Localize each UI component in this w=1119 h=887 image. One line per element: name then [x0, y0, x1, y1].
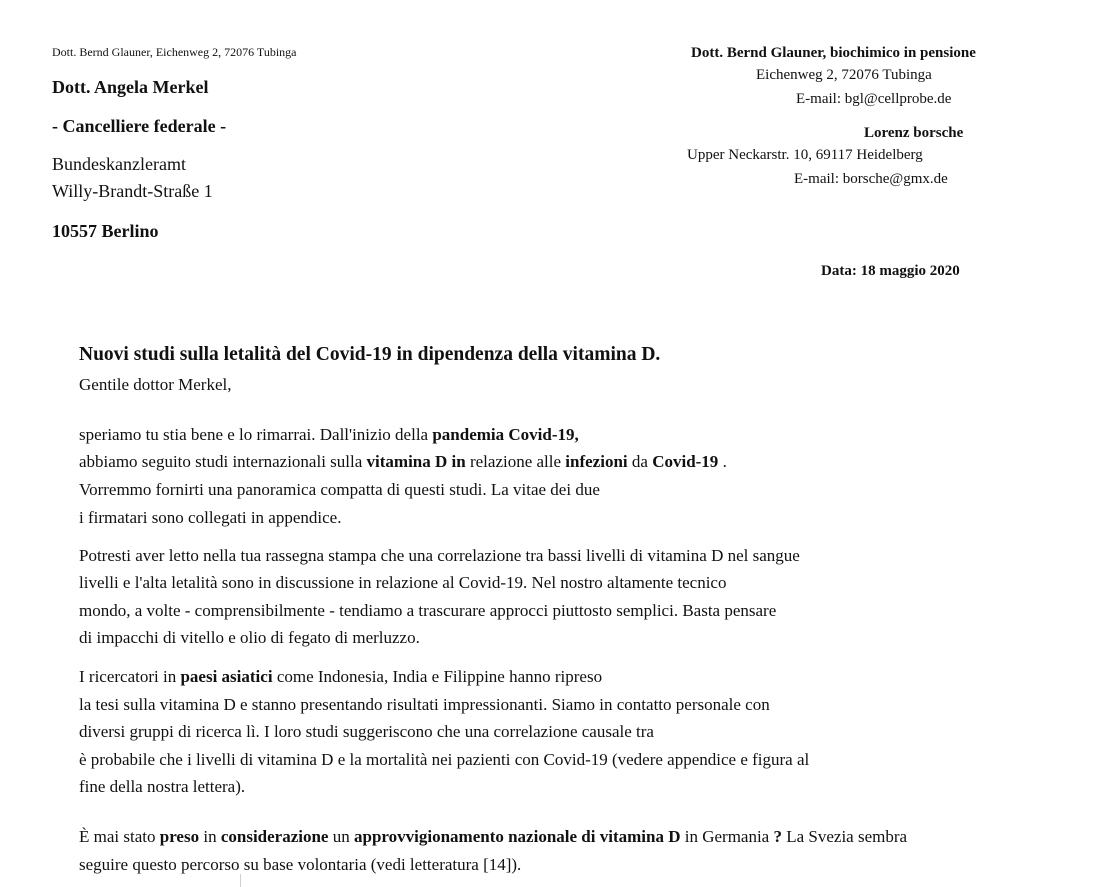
- p4-text: in Germania: [680, 827, 774, 846]
- letter-subject: Nuovi studi sulla letalità del Covid-19 in dipendenza della vitamina D.: [79, 344, 661, 365]
- sender-return-line: Dott. Bernd Glauner, Eichenweg 2, 72076 Tubinga: [52, 45, 297, 59]
- p3-line-2: la tesi sulla vitamina D e stanno presentando risultati impressionanti. Siamo in contatto personale con: [79, 695, 770, 714]
- letter-date: Data: 18 maggio 2020: [821, 263, 960, 279]
- recipient-street: Willy-Brandt-Straße 1: [52, 181, 213, 201]
- author-2-email: E-mail: borsche@gmx.de: [794, 171, 948, 187]
- p4-bold: ?: [773, 827, 782, 846]
- p3-line-3: diversi gruppi di ricerca lì. I loro studi suggeriscono che una correlazione causale tra: [79, 722, 654, 741]
- author-1-name: Dott. Bernd Glauner, biochimico in pensione: [691, 45, 976, 61]
- p2-line-4: di impacchi di vitello e olio di fegato di merluzzo.: [79, 628, 420, 647]
- p4-bold: preso: [159, 827, 200, 846]
- p1-text: .: [718, 452, 727, 471]
- p1-text: speriamo tu stia bene e lo rimarrai. Dall'inizio della: [79, 425, 433, 444]
- page-divider: [240, 874, 241, 887]
- p1-line-1: [79, 425, 579, 445]
- p4-text: in: [199, 827, 221, 846]
- p4-text: La Svezia sembra: [781, 827, 908, 846]
- p4-bold: approvvigionamento nazionale di vitamina D: [353, 827, 681, 846]
- p1-text: relazione alle: [465, 452, 566, 471]
- p1-bold: Covid-19: [652, 452, 719, 471]
- p3-line-1: [79, 667, 602, 687]
- p1-bold: vitamina D in: [366, 452, 466, 471]
- p2-line-2: livelli e l'alta letalità sono in discussione in relazione al Covid-19. Nel nostro altamente tecnico: [79, 573, 727, 592]
- author-1-address: Eichenweg 2, 72076 Tubinga: [756, 67, 932, 83]
- author-2-address: Upper Neckarstr. 10, 69117 Heidelberg: [687, 147, 923, 163]
- p3-line-5: fine della nostra lettera).: [79, 777, 246, 796]
- p3-text: I ricercatori in: [79, 667, 181, 686]
- author-1-email: E-mail: bgl@cellprobe.de: [796, 91, 952, 107]
- p4-text: È mai stato: [79, 827, 160, 846]
- recipient-office: Bundeskanzleramt: [52, 154, 186, 174]
- salutation: Gentile dottor Merkel,: [79, 375, 232, 394]
- crop-edge: [0, 874, 1119, 887]
- p1-line-3: Vorremmo fornirti una panoramica compatta di questi studi. La vitae dei due: [79, 480, 600, 499]
- p1-line-2: [79, 452, 727, 472]
- p2-line-3: mondo, a volte - comprensibilmente - tendiamo a trascurare approcci piuttosto semplici. Basta pensare: [79, 601, 777, 620]
- p4-bold: considerazione: [220, 827, 329, 846]
- p1-text: abbiamo seguito studi internazionali sulla: [79, 452, 367, 471]
- recipient-name: Dott. Angela Merkel: [52, 77, 209, 97]
- p2-line-1: Potresti aver letto nella tua rassegna stampa che una correlazione tra bassi livelli di vitamina D nel sangue: [79, 546, 800, 565]
- p4-line-2-cut: seguire questo percorso su base volontaria (vedi letteratura [14]).: [79, 855, 522, 874]
- p1-bold: infezioni: [565, 452, 628, 471]
- p1-line-4: i firmatari sono collegati in appendice.: [79, 508, 342, 527]
- p4-line-1: [79, 827, 907, 847]
- recipient-city: 10557 Berlino: [52, 221, 159, 241]
- p1-bold: pandemia Covid-19,: [432, 425, 579, 444]
- p3-line-4: è probabile che i livelli di vitamina D e la mortalità nei pazienti con Covid-19 (vedere appendice e figura al: [79, 750, 810, 769]
- p1-text: da: [627, 452, 653, 471]
- p3-bold: paesi asiatici: [180, 667, 273, 686]
- recipient-role: - Cancelliere federale -: [52, 116, 227, 136]
- author-2-name: Lorenz borsche: [864, 125, 964, 141]
- p4-text: un: [328, 827, 354, 846]
- p3-text: come Indonesia, India e Filippine hanno ripreso: [272, 667, 603, 686]
